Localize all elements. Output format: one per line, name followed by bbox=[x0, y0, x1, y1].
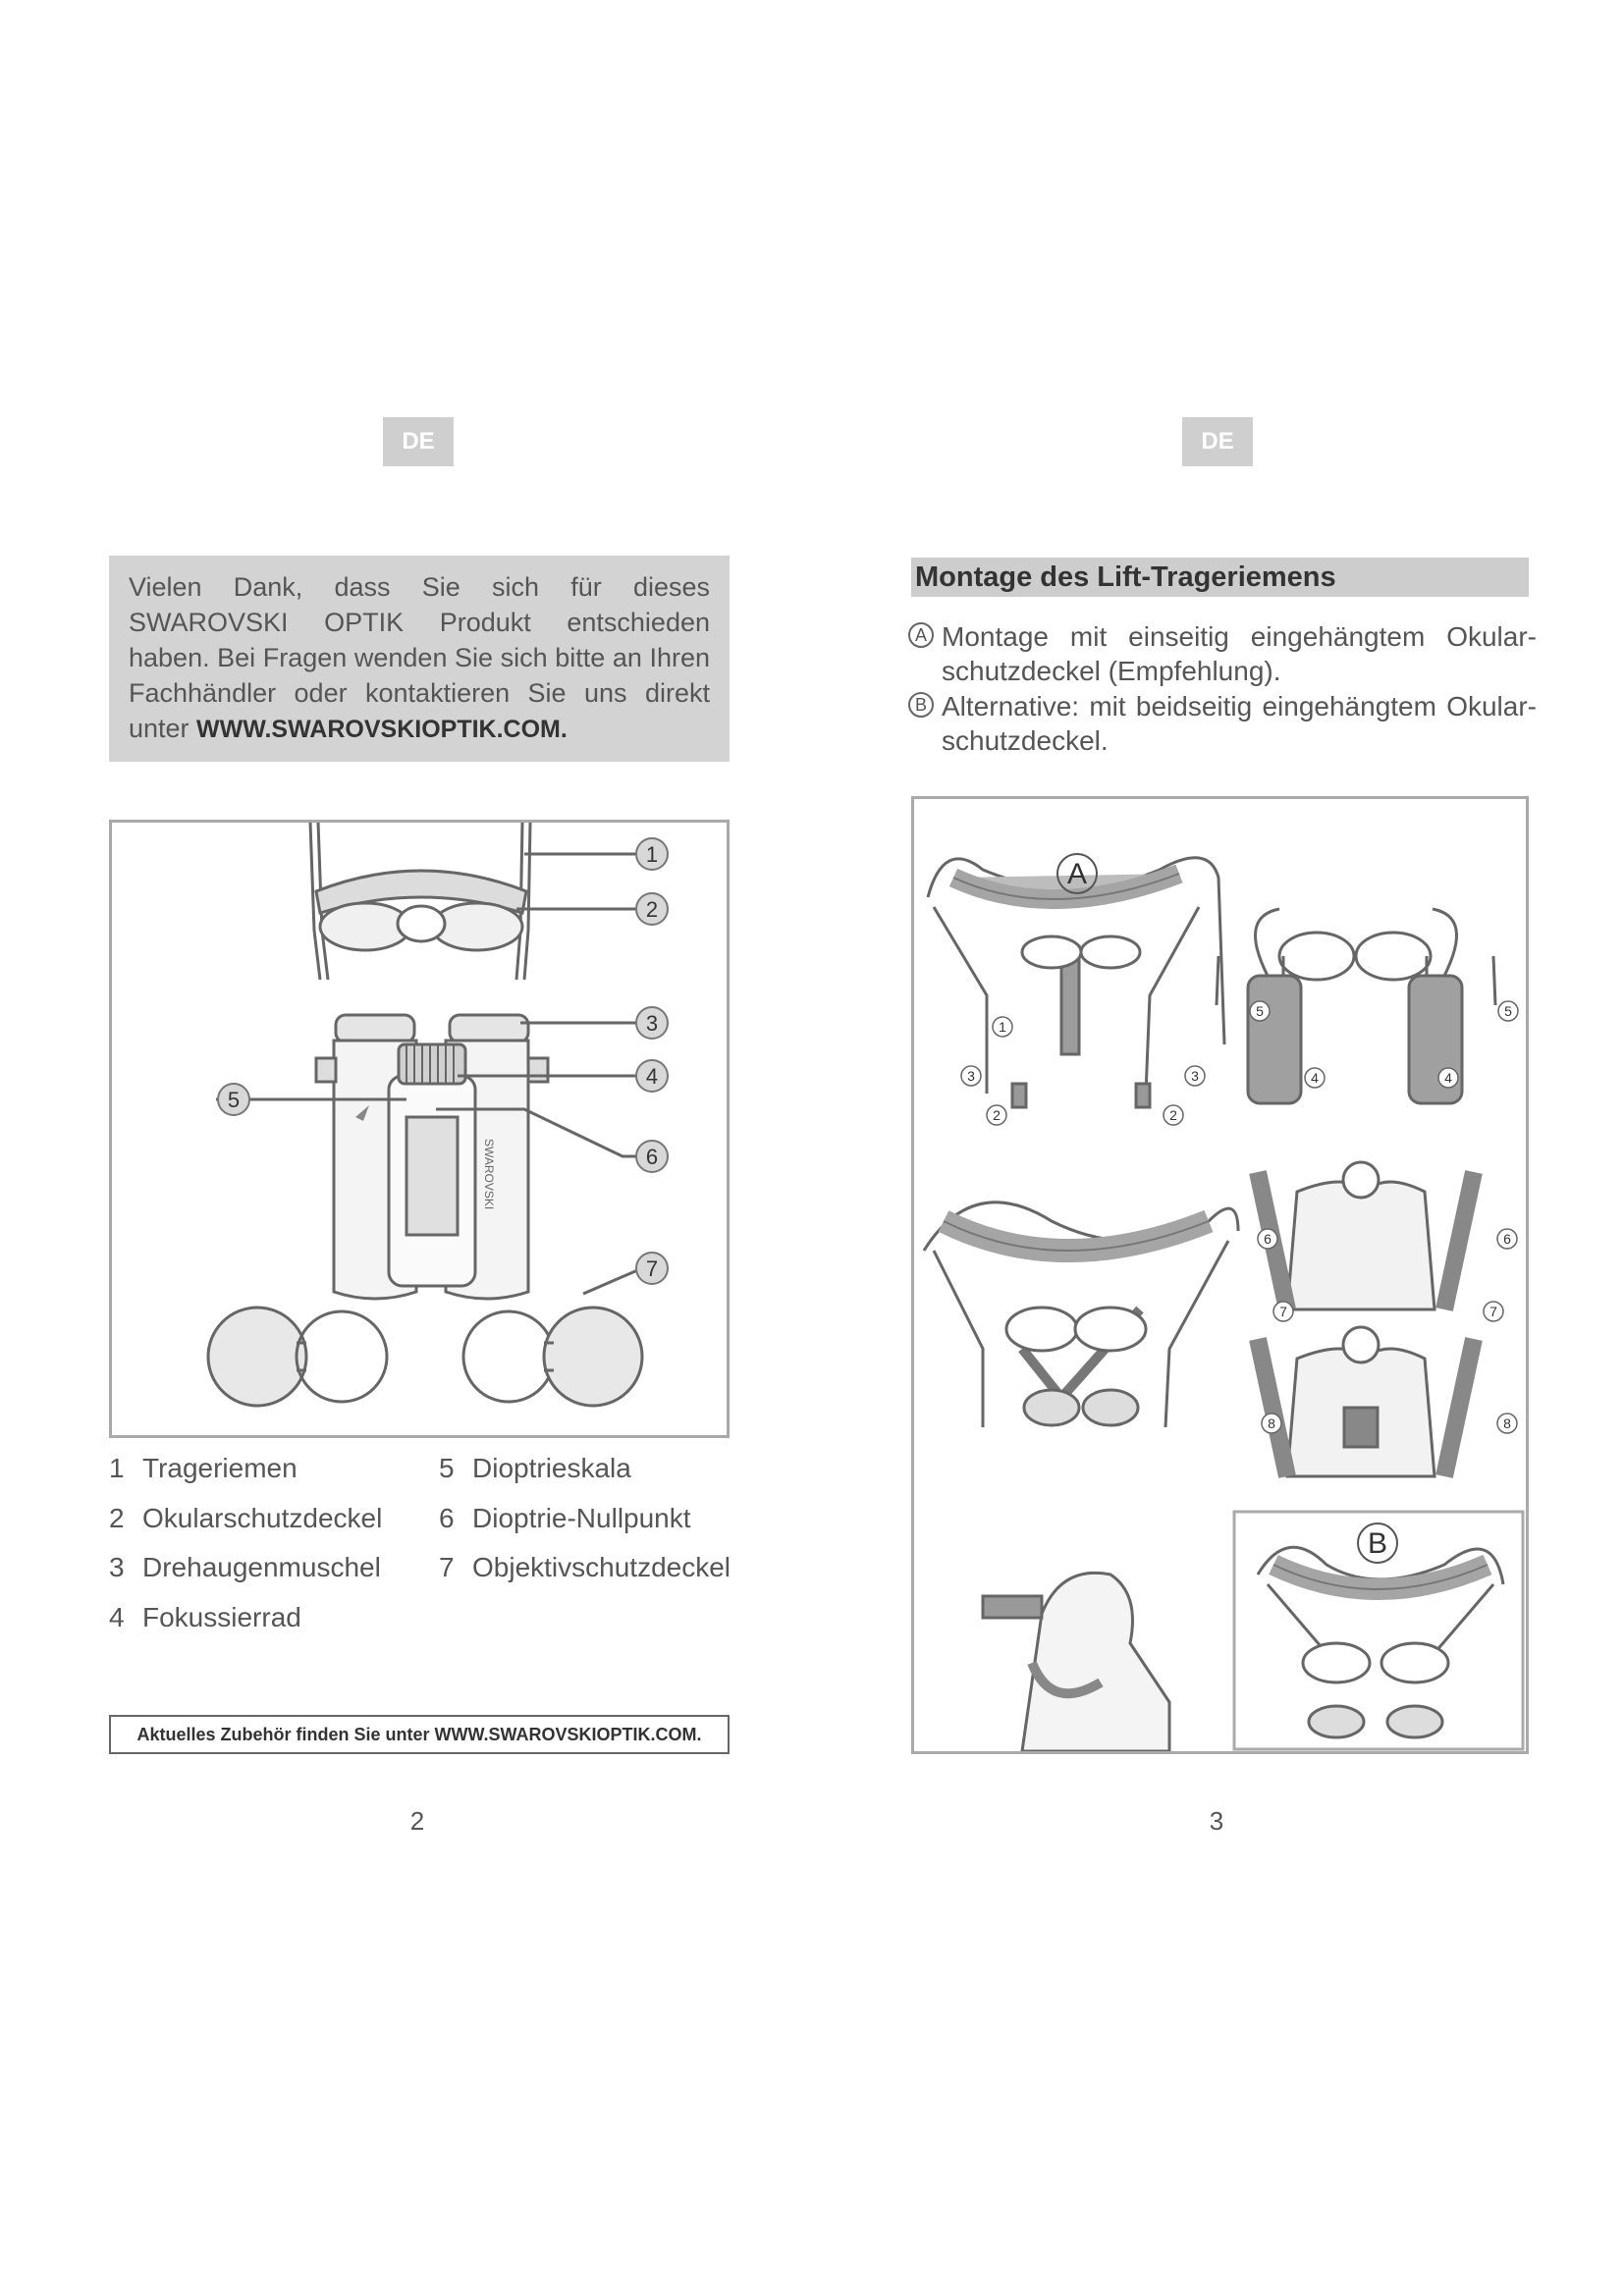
callout-4 bbox=[636, 1060, 668, 1092]
svg-text:3: 3 bbox=[645, 1011, 659, 1036]
strap-print: SWAROVSKI OPTIK bbox=[1024, 914, 1098, 923]
step-8 bbox=[1262, 1414, 1281, 1433]
callout-1 bbox=[636, 838, 668, 870]
strap-mounting-drawing bbox=[914, 799, 1526, 1751]
step-6 bbox=[1258, 1229, 1277, 1249]
callout-7 bbox=[636, 1253, 668, 1284]
svg-text:3: 3 bbox=[967, 1068, 975, 1084]
svg-text:7: 7 bbox=[1489, 1304, 1497, 1319]
option-text: Alternative: mit beidseitig eingehängtem Okular-schutzdeckel. bbox=[942, 691, 1537, 756]
svg-text:A: A bbox=[1066, 858, 1088, 890]
svg-text:4: 4 bbox=[1311, 1070, 1319, 1086]
legend-item: 5 Dioptrieskala bbox=[439, 1453, 631, 1483]
binocular-drawing bbox=[112, 823, 727, 1435]
page-number: 2 bbox=[409, 1806, 425, 1836]
step-4-right bbox=[1438, 1068, 1458, 1088]
step-3-right bbox=[1185, 1066, 1205, 1086]
svg-text:6: 6 bbox=[645, 1145, 659, 1169]
option-marker: A bbox=[908, 622, 934, 648]
svg-text:7: 7 bbox=[1279, 1304, 1287, 1319]
intro-text: Vielen Dank, dass Sie sich für dieses SWAROVSKI OPTIK Produkt entschieden haben. Bei Fragen wenden Sie sich bitte an Ihren Fachhändler oder kontaktieren Sie uns direkt unter bbox=[129, 572, 710, 743]
step-2-right bbox=[1164, 1105, 1183, 1125]
step-7-right bbox=[1484, 1302, 1503, 1321]
callout-6 bbox=[636, 1141, 668, 1172]
svg-text:2: 2 bbox=[1169, 1107, 1177, 1123]
label-b bbox=[1358, 1523, 1397, 1563]
svg-text:1: 1 bbox=[645, 842, 659, 867]
legend-item: 3 Drehaugenmuschel bbox=[109, 1552, 381, 1582]
svg-text:2: 2 bbox=[993, 1107, 1001, 1123]
step-5-right bbox=[1498, 1001, 1518, 1021]
option-b bbox=[908, 689, 1537, 758]
step-7 bbox=[1273, 1302, 1293, 1321]
language-tab: DE bbox=[1182, 417, 1253, 466]
legend-item: 2 Okularschutzdeckel bbox=[109, 1503, 383, 1533]
binocular-parts-figure bbox=[109, 820, 730, 1438]
svg-text:5: 5 bbox=[1256, 1003, 1264, 1019]
svg-text:4: 4 bbox=[645, 1064, 659, 1089]
callout-5 bbox=[218, 1084, 249, 1115]
step-4 bbox=[1305, 1068, 1325, 1088]
svg-text:1: 1 bbox=[999, 1019, 1006, 1035]
svg-text:3: 3 bbox=[1191, 1068, 1199, 1084]
svg-text:5: 5 bbox=[1504, 1003, 1512, 1019]
callout-3 bbox=[636, 1007, 668, 1039]
option-a bbox=[908, 619, 1537, 688]
step-5 bbox=[1250, 1001, 1270, 1021]
svg-text:6: 6 bbox=[1264, 1231, 1272, 1247]
svg-text:B: B bbox=[1367, 1527, 1388, 1560]
svg-text:6: 6 bbox=[1503, 1231, 1511, 1247]
accessory-note[interactable]: Aktuelles Zubehör finden Sie unter WWW.SWAROVSKIOPTIK.COM. bbox=[109, 1715, 730, 1754]
legend-item: 6 Dioptrie-Nullpunkt bbox=[439, 1503, 691, 1533]
strap-mounting-figure bbox=[911, 796, 1529, 1754]
intro-box bbox=[109, 556, 730, 762]
svg-text:5: 5 bbox=[227, 1088, 241, 1112]
label-a bbox=[1057, 854, 1097, 893]
legend-item: 7 Objektivschutzdeckel bbox=[439, 1552, 731, 1582]
step-3 bbox=[961, 1066, 981, 1086]
svg-text:4: 4 bbox=[1444, 1070, 1452, 1086]
svg-text:8: 8 bbox=[1268, 1415, 1275, 1431]
option-text: Montage mit einseitig eingehängtem Okular-schutzdeckel (Empfehlung). bbox=[942, 621, 1537, 686]
svg-text:7: 7 bbox=[645, 1256, 659, 1281]
intro-url[interactable]: WWW.SWAROVSKIOPTIK.COM. bbox=[196, 716, 568, 743]
step-8-right bbox=[1497, 1414, 1517, 1433]
callout-2 bbox=[636, 893, 668, 925]
language-tab: DE bbox=[383, 417, 454, 466]
section-title: Montage des Lift-Trageriemens bbox=[911, 558, 1529, 597]
legend-item: 1 Trageriemen bbox=[109, 1453, 298, 1483]
right-page bbox=[812, 0, 1624, 2296]
page-number: 3 bbox=[1209, 1806, 1224, 1836]
option-marker: B bbox=[908, 692, 934, 718]
brand-engraving: SWAROVSKI bbox=[482, 1139, 496, 1210]
svg-text:8: 8 bbox=[1503, 1415, 1511, 1431]
step-2 bbox=[987, 1105, 1006, 1125]
step-6-right bbox=[1497, 1229, 1517, 1249]
step-1 bbox=[993, 1017, 1012, 1037]
svg-text:2: 2 bbox=[645, 897, 659, 922]
legend-item: 4 Fokussierrad bbox=[109, 1602, 301, 1632]
